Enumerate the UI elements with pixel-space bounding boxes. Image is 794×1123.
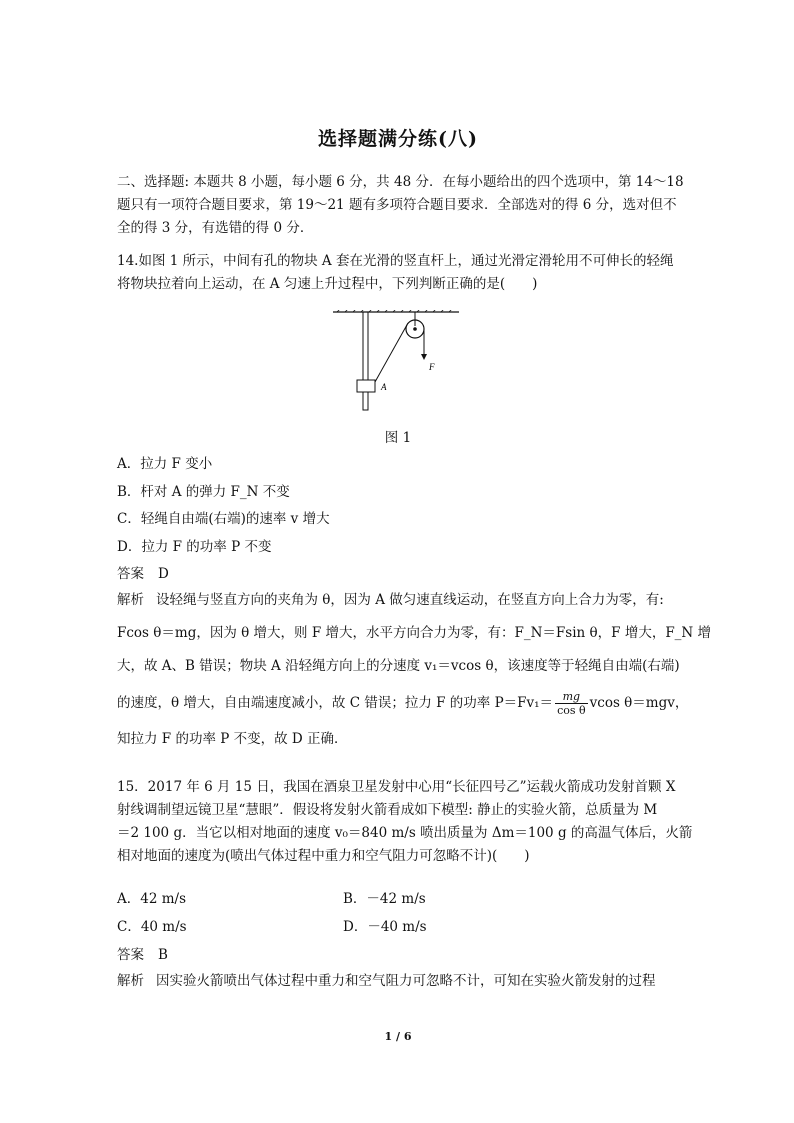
answer-key: 答案 (117, 947, 144, 963)
question-line: 射线调制望远镜卫星“慧眼”．假设将发射火箭看成如下模型: 静止的实验火箭，总质量为 M (117, 802, 658, 818)
question-line: 14.如图 1 所示，中间有孔的物块 A 套在光滑的竖直杆上，通过光滑定滑轮用不可伸长的轻绳 (117, 253, 674, 269)
option-a: A．拉力 F 变小 (117, 456, 213, 472)
option-d: D．拉力 F 的功率 P 不变 (117, 539, 272, 555)
pulley-axle (413, 327, 417, 331)
intro-line: 二、选择题: 本题共 8 小题，每小题 6 分，共 48 分．在每小题给出的四个选项中，第 14～18 (117, 174, 684, 190)
analysis-line: 解析 因实验火箭喷出气体过程中重力和空气阻力可忽略不计，可知在实验火箭发射的过程 (117, 973, 656, 989)
analysis-line: Fcos θ＝mg，因为 θ 增大，则 F 增大，水平方向合力为零，有：F_N＝Fsin θ，F 增大，F_N 增 (117, 625, 712, 641)
answer-row (117, 562, 169, 582)
option-c: C．40 m/s (117, 919, 187, 935)
analysis-line: 的速度，θ 增大，自由端速度减小，故 C 错误；拉力 F 的功率 P＝Fv₁＝ $\frac{mg}{\text{cos θ}}$ vcos θ＝mgv， (117, 690, 689, 717)
page-title: 选择题满分练(八) (318, 128, 478, 150)
option-d: D．－40 m/s (343, 919, 427, 935)
analysis-line: 大，故 A、B 错误；物块 A 沿轻绳方向上的分速度 v₁＝vcos θ，该速度等于轻绳自由端(右端) (117, 658, 680, 674)
answer-value: D (158, 566, 169, 582)
answer-value: B (158, 947, 168, 963)
rope-left (375, 323, 408, 382)
intro-line: 题只有一项符合题目要求，第 19～21 题有多项符合题目要求．全部选对的得 6 分，选对但不 (117, 197, 677, 213)
fraction-numerator: mg (555, 690, 588, 704)
answer-row (117, 943, 168, 963)
analysis-block (117, 965, 679, 998)
question-line: 将物块拉着向上运动，在 A 匀速上升过程中，下列判断正确的是( ) (117, 276, 538, 292)
fraction (555, 690, 588, 717)
option-b: B．杆对 A 的弹力 F_N 不变 (117, 484, 290, 500)
fraction-denominator: cos θ (557, 704, 586, 717)
block-label: A (381, 382, 387, 392)
option-b: B．－42 m/s (343, 891, 426, 907)
page-number: 1 / 6 (384, 1030, 412, 1043)
analysis-key: 解析 (117, 973, 144, 989)
force-label: F (429, 362, 435, 372)
vertical-rod (363, 312, 368, 410)
figure-1-diagram (331, 310, 461, 415)
block-a (357, 380, 375, 392)
question-line: ＝2 100 g．当它以相对地面的速度 v₀＝840 m/s 喷出质量为 Δm＝100 g 的高温气体后，火箭 (117, 825, 693, 841)
question-14-stem (117, 250, 679, 296)
option-c: C．轻绳自由端(右端)的速率 v 增大 (117, 511, 330, 527)
analysis-line: 解析 设轻绳与竖直方向的夹角为 θ，因为 A 做匀速直线运动，在竖直方向上合力为零，有: (117, 592, 664, 608)
question-line: 相对地面的速度为(喷出气体过程中重力和空气阻力可忽略不计)( ) (117, 848, 530, 864)
analysis-line: 知拉力 F 的功率 P 不变，故 D 正确． (117, 731, 348, 747)
answer-key: 答案 (117, 566, 144, 582)
figure-caption: 图 1 (384, 430, 412, 446)
section-intro (117, 171, 684, 240)
analysis-block (117, 584, 712, 756)
question-line: 15．2017 年 6 月 15 日，我国在酒泉卫星发射中心用“长征四号乙”运载火箭成功发射首颗 X (117, 779, 676, 795)
intro-line: 全的得 3 分，有选错的得 0 分． (117, 220, 314, 236)
question-15-stem (117, 776, 693, 868)
option-a: A．42 m/s (117, 891, 186, 907)
force-arrow-icon (421, 354, 427, 360)
analysis-key: 解析 (117, 592, 144, 608)
